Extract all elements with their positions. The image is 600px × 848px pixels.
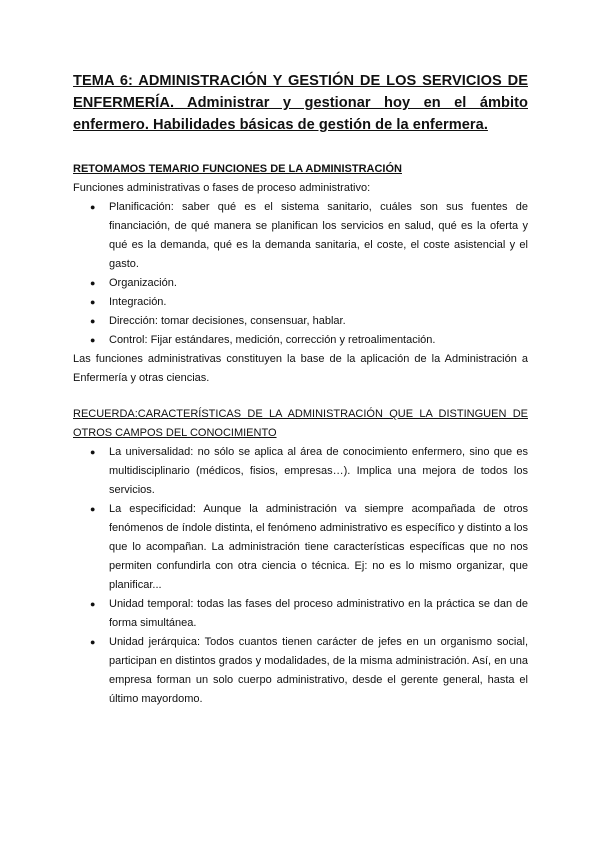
list-item — [73, 274, 528, 293]
bullet-icon: ● — [90, 202, 96, 212]
list-item-text: Organización. — [109, 277, 177, 289]
bullet-icon: ● — [90, 297, 96, 307]
bullet-icon: ● — [90, 599, 96, 609]
list-item — [73, 633, 528, 709]
section-heading-functions: RETOMAMOS TEMARIO FUNCIONES DE LA ADMINISTRACIÓN — [73, 163, 402, 175]
list-item-text: Unidad jerárquica: Todos cuantos tienen carácter de jefes en un organismo social, participan en distintos grados y modalidades, de la misma administración. Así, en una empresa forman un solo cuerpo administrativo, desde el gerente general, hasta el último mayordomo. — [109, 636, 528, 705]
bullet-icon: ● — [90, 504, 96, 514]
list-item-text: Planificación: saber qué es el sistema sanitario, cuáles son sus fuentes de financiación, de qué manera se planifican los servicios en salud, qué es la oferta y qué es la demanda, qué es la demanda sanitaria, el coste, el coste asistencial y el gasto. — [109, 201, 528, 270]
title-line-1: TEMA 6: ADMINISTRACIÓN Y GESTIÓN DE LOS SERVICIOS DE ENFERMERÍA. — [73, 73, 528, 111]
list-item-text: La especificidad: Aunque la administración va siempre acompañada de otros fenómenos de índole distinta, el fenómeno administrativo es específico y distinto a los que lo acompañan. La administración tiene características específicas que no nos permiten confundirla con otra ciencia o técnica. Ej: no es lo mismo organizar, que planificar... — [109, 503, 528, 591]
functions-closing: Las funciones administrativas constituyen la base de la aplicación de la Administración a Enfermería y otras ciencias. — [73, 353, 528, 384]
bullet-icon: ● — [90, 447, 96, 457]
list-item-text: Dirección: tomar decisiones, consensuar, hablar. — [109, 315, 346, 327]
list-item — [73, 312, 528, 331]
bullet-icon: ● — [90, 335, 96, 345]
list-item — [73, 500, 528, 595]
page-title — [73, 70, 528, 136]
list-item-text: La universalidad: no sólo se aplica al área de conocimiento enfermero, sino que es multidisciplinario (médicos, fisios, empresas…). Implica una mejora de todos los servicios. — [109, 446, 528, 496]
bullet-icon: ● — [90, 316, 96, 326]
functions-list — [73, 198, 528, 350]
list-item — [73, 443, 528, 500]
bullet-icon: ● — [90, 278, 96, 288]
section-functions — [73, 160, 528, 388]
document-page — [73, 70, 528, 709]
list-item-text: Unidad temporal: todas las fases del proceso administrativo en la práctica se dan de forma simultánea. — [109, 598, 528, 629]
section-heading-characteristics: RECUERDA:CARACTERÍSTICAS DE LA ADMINISTRACIÓN QUE LA DISTINGUEN DE OTROS CAMPOS DEL CONOCIMIENTO — [73, 408, 528, 439]
functions-intro: Funciones administrativas o fases de proceso administrativo: — [73, 182, 371, 194]
characteristics-list — [73, 443, 528, 709]
list-item — [73, 293, 528, 312]
list-item-text: Integración. — [109, 296, 167, 308]
list-item — [73, 331, 528, 350]
list-item-text: Control: Fijar estándares, medición, corrección y retroalimentación. — [109, 334, 436, 346]
list-item — [73, 595, 528, 633]
list-item — [73, 198, 528, 274]
bullet-icon: ● — [90, 637, 96, 647]
title-line-2: Administrar y gestionar hoy en el ámbito enfermero. Habilidades básicas de gestión de la enfermera. — [73, 95, 528, 133]
section-characteristics — [73, 405, 528, 709]
